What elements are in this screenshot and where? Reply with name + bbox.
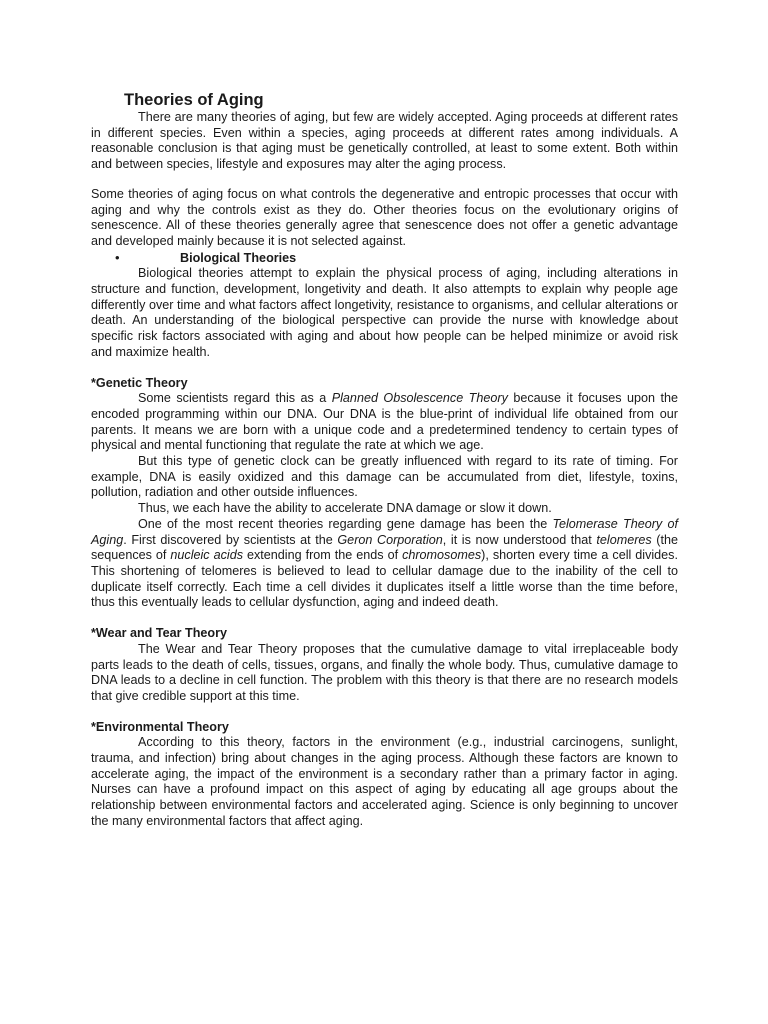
- biological-theories-bullet: [115, 250, 678, 267]
- intro-paragraph-1: There are many theories of aging, but few are widely accepted. Aging proceeds at different rates in different species. Even within a species, aging proceeds at different rates among individuals. A reasonable conclusion is that aging must be genetically controlled, at least to some extent. Both within and between species, lifestyle and exposures may alter the aging process.: [91, 110, 678, 172]
- environmental-theory-heading: *Environmental Theory: [91, 719, 229, 734]
- genetic-p4-text-c: , it is now understood that: [442, 532, 597, 547]
- wear-and-tear-theory-heading: *Wear and Tear Theory: [91, 626, 228, 641]
- genetic-p4-text-d: (the sequences of: [91, 532, 679, 563]
- planned-obsolescence-term: Planned Obsolescence Theory: [331, 391, 508, 406]
- genetic-p1-text-b: because it focuses upon the encoded programming within our DNA. Our DNA is the blue-print of individual life obtained from our parents. It means we are born with a unique code and a predetermined tendency to certain types of physical and mental functioning that regulate the rate at which we age.: [91, 391, 678, 453]
- genetic-p4-text-f: ), shorten every time a cell divides. This shortening of telomeres is believed to lead to cellular damage due to the inability of the cell to duplicate itself correctly. Each time a cell divides it duplicates itself a little worse than the time before, thus this eventually leads to cellular dysfunction, aging and indeed death.: [91, 548, 678, 610]
- biological-theories-heading: Biological Theories: [180, 250, 297, 265]
- genetic-paragraph-1: [91, 391, 678, 454]
- telomeres-term: telomeres: [596, 532, 652, 547]
- genetic-paragraph-2: But this type of genetic clock can be greatly influenced with regard to its rate of timing. For example, DNA is easily oxidized and this damage can be accumulated from diet, lifestyle, toxins, pollution, radiation and other outside influences.: [91, 454, 678, 500]
- intro-paragraph-2: Some theories of aging focus on what controls the degenerative and entropic processes that occur with aging and why the controls exist as they do. Other theories focus on the evolutionary origins of senescence. All of these theories generally agree that senescence does not offer a genetic advantage and developed mainly because it is not selected against.: [91, 186, 678, 248]
- bullet-icon: •: [115, 249, 120, 265]
- document-title: Theories of Aging: [124, 91, 264, 109]
- genetic-p4-text-e: extending from the ends of: [243, 548, 403, 563]
- genetic-paragraph-4: [91, 517, 678, 611]
- genetic-paragraph-3: Thus, we each have the ability to accelerate DNA damage or slow it down.: [138, 501, 552, 516]
- genetic-theory-heading: *Genetic Theory: [91, 375, 188, 390]
- genetic-p4-text-b: . First discovered by scientists at the: [123, 532, 338, 547]
- wear-and-tear-paragraph: The Wear and Tear Theory proposes that the cumulative damage to vital irreplaceable body parts leads to the death of cells, tissues, organs, and finally the whole body. Thus, cumulative damage to DNA leads to a decline in cell function. The problem with this theory is that there are no research models that give credible support at this time.: [91, 641, 678, 703]
- biological-theories-paragraph: Biological theories attempt to explain the physical process of aging, including alterations in structure and function, development, longetivity and death. It also attempts to explain why people age differently over time and what factors affect longetivity, resistance to organisms, and cellular alterations or death. An understanding of the biological perspective can provide the nurse with knowledge about specific risk factors associated with aging and about how people can be helped minimize or avoid risk and maximize health.: [91, 266, 678, 359]
- document-page: [91, 90, 678, 830]
- genetic-p1-text-a: Some scientists regard this as a: [138, 391, 332, 406]
- genetic-p4-text-a: One of the most recent theories regarding gene damage has been the: [138, 516, 553, 531]
- telomerase-theory-term: Telomerase Theory of Aging: [91, 516, 678, 547]
- environmental-paragraph: According to this theory, factors in the environment (e.g., industrial carcinogens, sunlight, trauma, and infection) bring about changes in the aging process. Although these factors are known to accelerate aging, the impact of the environment is a secondary rather than a primary factor in aging. Nurses can have a profound impact on this aspect of aging by educating all age groups about the relationship between environmental factors and accelerated aging. Science is only beginning to uncover the many environmental factors that affect aging.: [91, 735, 678, 828]
- geron-corporation-term: Geron Corporation: [337, 532, 443, 547]
- nucleic-acids-term: nucleic acids: [170, 548, 243, 563]
- chromosomes-term: chromosomes: [402, 548, 482, 563]
